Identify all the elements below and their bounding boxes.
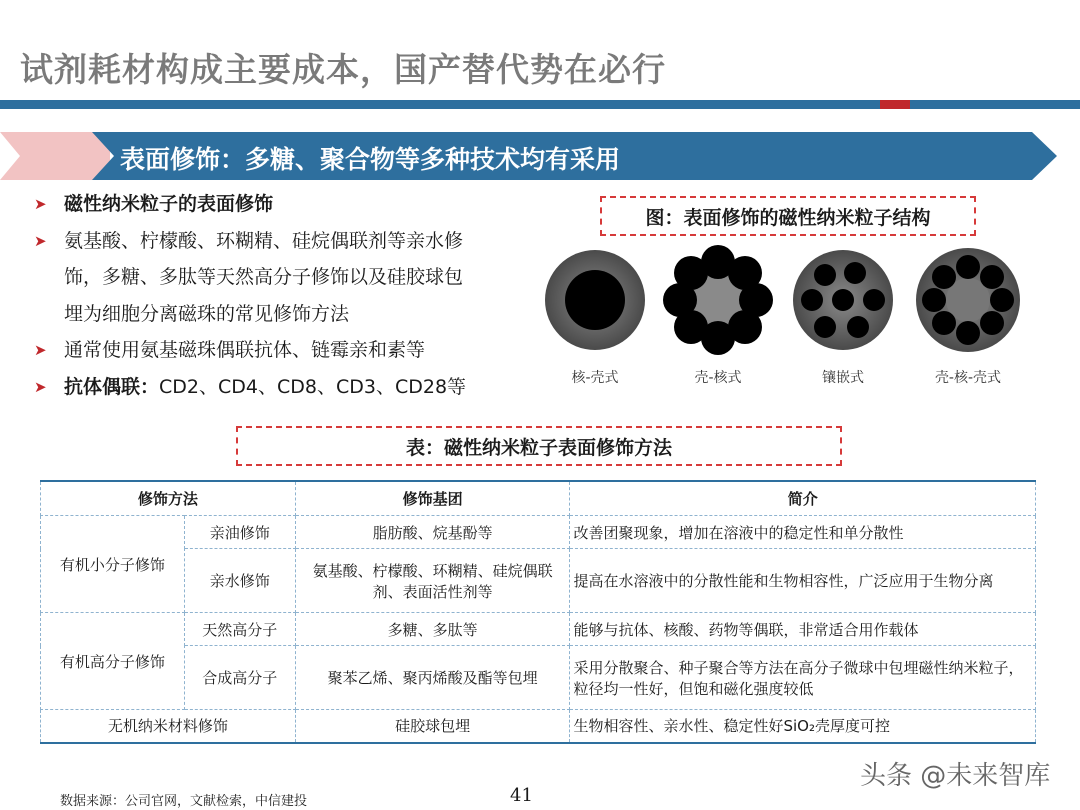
table-cell: 天然高分子 xyxy=(184,613,295,646)
bullet-item xyxy=(34,369,534,406)
page-title: 试剂耗材构成主要成本，国产替代势在必行 xyxy=(20,50,666,89)
table-header-row xyxy=(41,481,1036,516)
title-underline xyxy=(0,100,880,109)
arrow-icon: ➤ xyxy=(34,377,47,396)
table-cell: 改善团聚现象，增加在溶液中的稳定性和单分散性 xyxy=(570,516,1036,549)
bullet-text-continued: 埋为细胞分离磁珠的常见修饰方法 xyxy=(64,302,350,325)
table-cell: 提高在水溶液中的分散性能和生物相容性，广泛应用于生物分离 xyxy=(570,549,1036,613)
bullet-text: CD2、CD4、CD8、CD3、CD28等 xyxy=(159,375,467,398)
bullet-text: 磁性纳米粒子的表面修饰 xyxy=(64,193,274,215)
figure-label: 核-壳式 xyxy=(571,370,619,386)
table-cell: 脂肪酸、烷基酚等 xyxy=(295,516,570,549)
table-row xyxy=(41,549,1036,613)
arrow-icon: ➤ xyxy=(34,341,47,359)
source-note: 数据来源：公司官网，文献检索，中信建投 xyxy=(60,794,308,809)
table-cell: 能够与抗体、核酸、药物等偶联，非常适合用作载体 xyxy=(570,613,1036,646)
table-cell: 亲油修饰 xyxy=(184,516,295,549)
table-cell: 有机高分子修饰 xyxy=(41,613,185,710)
bullet-text: 氨基酸、柠檬酸、环糊精、硅烷偶联剂等亲水修 xyxy=(64,229,464,252)
table-header: 修饰方法 xyxy=(41,481,296,516)
page-number: 41 xyxy=(510,785,533,806)
table-cell: 有机小分子修饰 xyxy=(41,516,185,613)
table-row xyxy=(41,516,1036,549)
table-row xyxy=(41,646,1036,710)
title-underline-accent xyxy=(880,100,910,109)
table-cell: 多糖、多肽等 xyxy=(295,613,570,646)
section-banner-title: 表面修饰：多糖、聚合物等多种技术均有采用 xyxy=(120,145,621,174)
section-banner-accent xyxy=(0,132,110,180)
arrow-icon: ➤ xyxy=(34,231,47,250)
table-header: 简介 xyxy=(570,481,1036,516)
modification-table xyxy=(40,480,1036,744)
figure-label: 壳-核式 xyxy=(694,370,742,386)
bullet-item xyxy=(34,223,534,260)
table-cell: 合成高分子 xyxy=(184,646,295,710)
table-caption: 表：磁性纳米粒子表面修饰方法 xyxy=(236,426,842,466)
table-header: 修饰基团 xyxy=(295,481,570,516)
title-underline-right xyxy=(910,100,1080,109)
table-row xyxy=(41,710,1036,743)
bullet-list xyxy=(34,186,534,405)
bullet-text-continued: 饰，多糖、多肽等天然高分子修饰以及硅胶球包 xyxy=(64,266,464,288)
figure-caption: 图：表面修饰的磁性纳米粒子结构 xyxy=(600,196,976,236)
bullet-text: 通常使用氨基磁珠偶联抗体、链霉亲和素等 xyxy=(64,339,426,361)
core-shell-particle xyxy=(545,250,645,350)
shell-core-shell-particle xyxy=(916,248,1020,352)
bullet-item xyxy=(34,332,534,369)
table-row xyxy=(41,613,1036,646)
bullet-item xyxy=(34,186,534,223)
bullet-text-bold: 抗体偶联： xyxy=(64,375,160,398)
shell-core-particle xyxy=(663,245,773,355)
table-cell: 硅胶球包埋 xyxy=(295,710,570,743)
watermark: 头条 @未来智库 xyxy=(860,761,1051,791)
table-cell: 生物相容性、亲水性、稳定性好SiO₂壳厚度可控 xyxy=(570,710,1036,743)
figure-label: 壳-核-壳式 xyxy=(934,370,1002,386)
table-cell: 聚苯乙烯、聚丙烯酸及酯等包埋 xyxy=(295,646,570,710)
table-cell: 采用分散聚合、种子聚合等方法在高分子微球中包埋磁性纳米粒子，粒径均一性好，但饱和磁化强度较低 xyxy=(570,646,1036,710)
arrow-icon: ➤ xyxy=(34,195,47,213)
table-cell: 亲水修饰 xyxy=(184,549,295,613)
table-cell: 氨基酸、柠檬酸、环糊精、硅烷偶联剂、表面活性剂等 xyxy=(295,549,570,613)
table-cell: 无机纳米材料修饰 xyxy=(41,710,296,743)
nanoparticle-figure xyxy=(540,245,1060,395)
embedded-particle xyxy=(793,250,893,350)
figure-label: 镶嵌式 xyxy=(822,370,864,386)
